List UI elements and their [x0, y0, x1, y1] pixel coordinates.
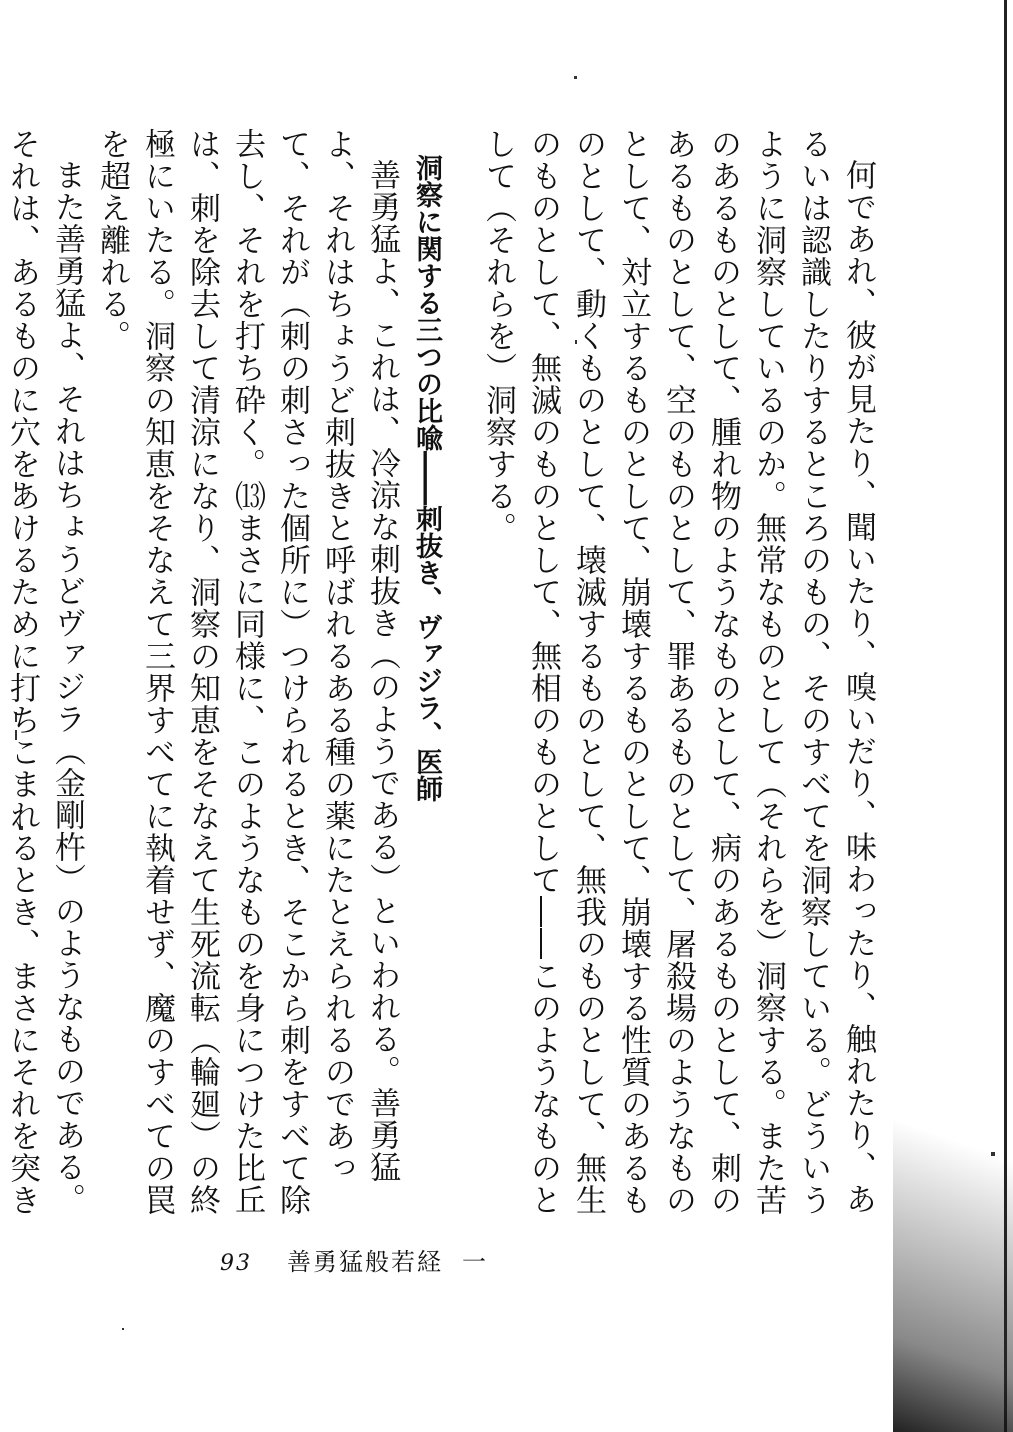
section-paragraph: また善勇猛よ、それはちょうどヴァジラ（金剛杵）のようなものである。それは、あるものに穴をあけるために打ちこまれるとき、まさにそれを突き	[4, 128, 85, 1216]
scan-speck	[574, 76, 577, 79]
page-footer	[220, 1242, 488, 1277]
scan-speck	[122, 1328, 124, 1330]
page-corner-shadow	[893, 992, 1013, 1432]
section-spacer	[449, 128, 475, 1228]
page-number: 93	[220, 1251, 252, 1276]
scan-speck	[991, 1152, 995, 1156]
vertical-text-block	[4, 128, 880, 1228]
section-heading: 洞察に関する三つの比喩――刺抜き、ヴァジラ、医師	[411, 154, 442, 802]
body-paragraph: 何であれ、彼が見たり、聞いたり、嗅いだり、味わったり、触れたり、あるいは認識したりするところのもの、そのすべてを洞察している。どういうように洞察しているのか。無常なものとして（それらを）洞察する。また苦のあるものとして、腫れ物のようなものとして、病のあるものとして、刺のあるものとして、空のものとして、罪あるものとして、屠殺場のようなものとして、対立するものとして、崩壊するものとして、崩壊する性質のあるものとして、動くものとして、壊滅するものとして、無我のものとして、無生のものとして、無滅のものとして、無相のものとして――このようなものとして（それらを）洞察する。	[480, 128, 876, 1216]
running-title: 善勇猛般若経	[287, 1248, 443, 1276]
chapter-number: 一	[462, 1248, 488, 1276]
section-paragraph: 善勇猛よ、これは、冷涼な刺抜き（のようである）といわれる。善勇猛よ、それはちょうど刺抜きと呼ばれるある種の薬にたとえられるのであって、それが（刺の刺さった個所に）つけられるとき、そこから刺をすべて除去し、それを打ち砕く。⒀まさに同様に、このようなものを身につけた比丘は、刺を除去して清涼になり、洞察の知恵をそなえて生死流転（輪廻）の終極にいたる。洞察の知恵をそなえて三界すべてに執着せず、魔のすべての罠を超え離れる。	[94, 128, 400, 1216]
